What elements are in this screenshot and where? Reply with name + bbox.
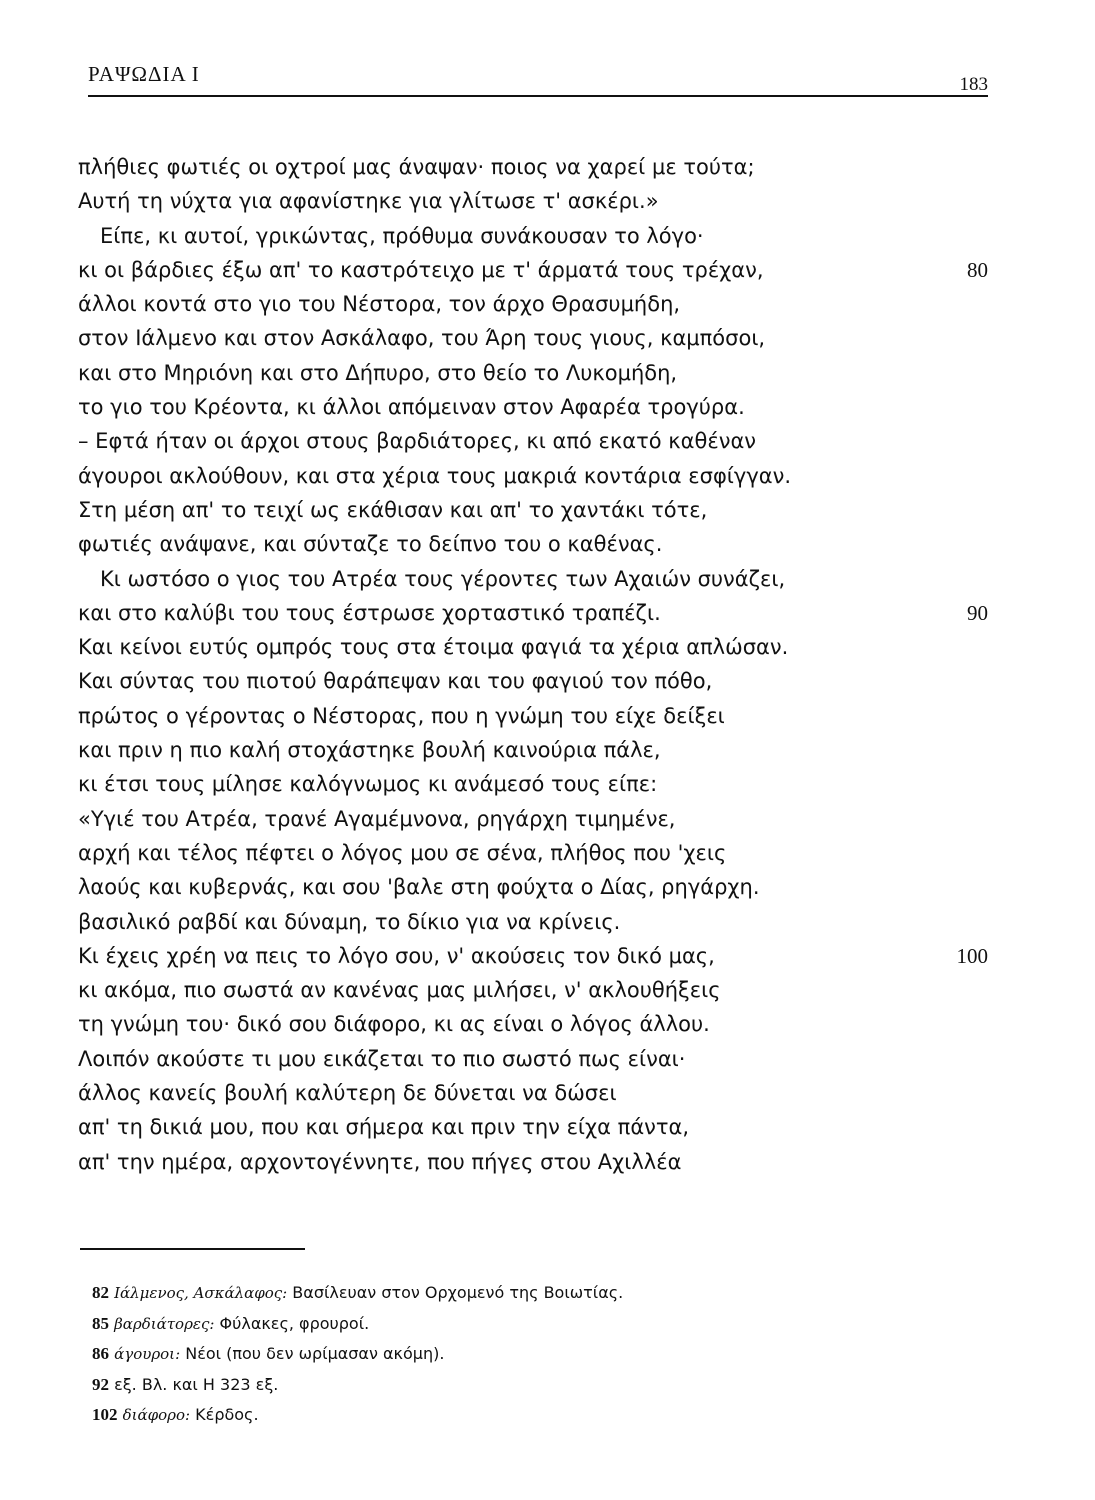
verse-text-span: λαούς και κυβερνάς, και σου 'βαλε στη φούχτα ο Δίας, ρηγάρχη. [78, 875, 760, 900]
verse-line [78, 527, 998, 561]
verse-line [78, 664, 998, 698]
chapter-title: ΡΑΨΩΔΙΑ Ι [88, 62, 200, 86]
verse-line [78, 767, 998, 801]
verse-text-span: κι έτσι τους μίλησε καλόγνωμος κι ανάμεσό τους είπε: [78, 772, 658, 797]
verse-line [78, 253, 998, 287]
running-head [88, 62, 988, 98]
verse-line [78, 630, 998, 664]
verse-line [78, 836, 998, 870]
verse-line [78, 562, 998, 596]
verse-text-span: άλλος κανείς βουλή καλύτερη δε δύνεται να δώσει [78, 1081, 617, 1106]
verse-text-span: και στο καλύβι του τους έστρωσε χορταστικό τραπέζι. [78, 600, 661, 625]
footnote-note: Κέρδος. [195, 1405, 259, 1424]
verse-line [78, 356, 998, 390]
header-rule [88, 95, 988, 97]
verse-line [78, 390, 998, 424]
verse-text-span: κι οι βάρδιες έξω απ' το καστρότειχο με τ' άρματά τους τρέχαν, [78, 257, 764, 282]
footnote [92, 1309, 892, 1340]
verse-line [78, 1145, 998, 1179]
line-number: 90 [967, 600, 988, 625]
verse-text-span: Στη μέση απ' το τειχί ως εκάθισαν και απ' το χαντάκι τότε, [78, 497, 708, 522]
footnote-term: άγουροι: [114, 1345, 181, 1363]
verse-text-span: Και κείνοι ευτύς ομπρός τους στα έτοιμα φαγιά τα χέρια απλώσαν. [78, 635, 789, 660]
line-number: 80 [967, 257, 988, 282]
verse-line [78, 150, 998, 184]
footnote-ref: 85 [92, 1313, 109, 1333]
footnote [92, 1370, 892, 1401]
verse-text-span: κι ακόμα, πιο σωστά αν κανένας μας μιλήσει, ν' ακλουθήξεις [78, 978, 721, 1003]
footnote-ref: 102 [92, 1405, 118, 1424]
footnote-ref: 82 [92, 1283, 109, 1302]
verse-line [78, 905, 998, 939]
verse-line [78, 802, 998, 836]
verse-line [78, 184, 998, 218]
verse-line [78, 424, 998, 458]
verse-line [78, 699, 998, 733]
verse-line [78, 1076, 998, 1110]
verse-text-span: πρώτος ο γέροντας ο Νέστορας, που η γνώμη του είχε δείξει [78, 703, 725, 728]
verse-text-span: στον Ιάλμενο και στον Ασκάλαφο, του Άρη τους γιους, καμπόσοι, [78, 326, 766, 351]
footnote-note: Φύλακες, φρουροί. [219, 1313, 370, 1333]
verse-line [78, 596, 998, 630]
footnote-note: εξ. Βλ. και Η 323 εξ. [114, 1374, 279, 1394]
footnote [92, 1400, 892, 1431]
footnote-term: διάφορο: [122, 1406, 191, 1424]
verse-text-span: – Εφτά ήταν οι άρχοι στους βαρδιάτορες, κι από εκατό καθέναν [78, 429, 757, 454]
footnote-ref: 86 [92, 1344, 109, 1363]
verse-text-span: απ' τη δικιά μου, που και σήμερα και πριν την είχα πάντα, [78, 1115, 690, 1140]
page-number: 183 [959, 74, 988, 95]
verse-text-span: Αυτή τη νύχτα για αφανίστηκε για γλίτωσε τ' ασκέρι.» [78, 189, 659, 214]
verse-text-span: απ' την ημέρα, αρχοντογέννητε, που πήγες στου Αχιλλέα [78, 1149, 682, 1174]
verse-text-span: φωτιές ανάψανε, και σύνταζε το δείπνο του ο καθένας. [78, 532, 663, 557]
footnote-note: Βασίλευαν στον Ορχομενό της Βοιωτίας. [292, 1283, 624, 1302]
verse-line [78, 1042, 998, 1076]
verse-text-span: Λοιπόν ακούστε τι μου εικάζεται το πιο σωστό πως είναι· [78, 1046, 686, 1071]
footnote-ref: 92 [92, 1374, 109, 1394]
verse-line [78, 870, 998, 904]
footnotes [92, 1278, 892, 1431]
verse-text [78, 150, 998, 1179]
verse-text-span: Είπε, κι αυτοί, γρικώντας, πρόθυμα συνάκουσαν το λόγο· [100, 223, 704, 248]
line-number: 100 [956, 943, 988, 968]
footnote-separator [80, 1248, 305, 1250]
verse-text-span: «Υγιέ του Ατρέα, τρανέ Αγαμέμνονα, ρηγάρχη τιμημένε, [78, 806, 676, 831]
verse-text-span: και πριν η πιο καλή στοχάστηκε βουλή καινούρια πάλε, [78, 738, 661, 763]
verse-text-span: το γιο του Κρέοντα, κι άλλοι απόμειναν στον Αφαρέα τρογύρα. [78, 395, 745, 420]
verse-text-span: άγουροι ακλούθουν, και στα χέρια τους μακριά κοντάρια εσφίγγαν. [78, 463, 792, 488]
verse-line [78, 219, 998, 253]
verse-text-span: Κι έχεις χρέη να πεις το λόγο σου, ν' ακούσεις τον δικό μας, [78, 943, 715, 968]
verse-line [78, 733, 998, 767]
verse-text-span: πλήθιες φωτιές οι οχτροί μας άναψαν· ποιος να χαρεί με τούτα; [78, 155, 755, 179]
verse-line [78, 321, 998, 355]
verse-line [78, 1007, 998, 1041]
footnote-term: βαρδιάτορες: [114, 1314, 215, 1333]
verse-line [78, 493, 998, 527]
verse-text-span: τη γνώμη του· δικό σου διάφορο, κι ας είναι ο λόγος άλλου. [78, 1012, 710, 1037]
verse-line [78, 939, 998, 973]
footnote-term: Ιάλμενος, Ασκάλαφος: [114, 1284, 288, 1302]
verse-text-span: και στο Μηριόνη και στο Δήπυρο, στο θείο το Λυκομήδη, [78, 360, 678, 385]
verse-line [78, 287, 998, 321]
verse-text-span: βασιλικό ραβδί και δύναμη, το δίκιο για να κρίνεις. [78, 909, 621, 934]
verse-text-span: Κι ωστόσο ο γιος του Ατρέα τους γέροντες των Αχαιών συνάζει, [100, 566, 786, 591]
verse-line [78, 1110, 998, 1144]
verse-text-span: αρχή και τέλος πέφτει ο λόγος μου σε σένα, πλήθος που 'χεις [78, 840, 727, 865]
verse-text-span: άλλοι κοντά στο γιο του Νέστορα, τον άρχο Θρασυμήδη, [78, 292, 681, 317]
footnote [92, 1339, 892, 1370]
footnote-note: Νέοι (που δεν ωρίμασαν ακόμη). [185, 1344, 445, 1363]
verse-text-span: Και σύντας του πιοτού θαράπεψαν και του φαγιού τον πόθο, [78, 669, 713, 694]
footnote [92, 1278, 892, 1309]
verse-line [78, 459, 998, 493]
verse-line [78, 973, 998, 1007]
